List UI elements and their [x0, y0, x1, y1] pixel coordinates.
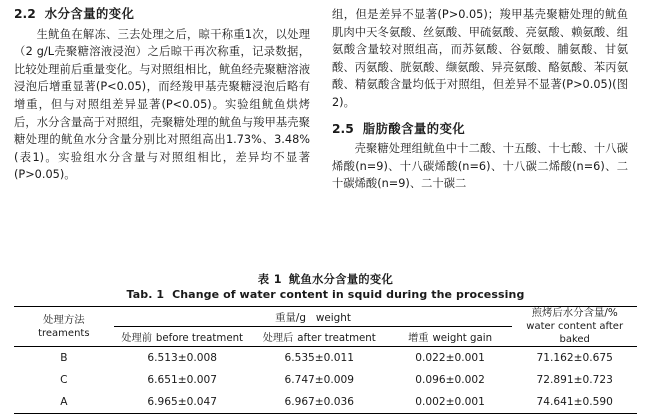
- header-weight-gain: [388, 327, 513, 347]
- cell-water: 71.162±0.675: [512, 347, 637, 370]
- cell-before: 6.965±0.047: [114, 391, 251, 414]
- cell-gain: 0.022±0.001: [388, 347, 513, 370]
- header-weight-group: [114, 307, 513, 327]
- section-number: 2.2: [14, 7, 36, 21]
- left-column: [14, 6, 310, 258]
- cell-before: 6.513±0.008: [114, 347, 251, 370]
- header-weight-en: weight: [315, 312, 351, 324]
- table-block: [14, 271, 637, 414]
- section-title: 脂肪酸含量的变化: [362, 121, 466, 136]
- header-after-cn: 处理后: [262, 333, 294, 344]
- cell-treatment: A: [14, 391, 114, 414]
- header-weight-cn: 重量/g: [275, 312, 306, 324]
- table-row: [14, 347, 637, 370]
- header-before-treatment: [114, 327, 251, 347]
- paragraph-fatty-acid: 壳聚糖处理组鱿鱼中十二酸、十五酸、十七酸、十八碳烯酸(n=9)、十八碳烯酸(n=6)、十八碳二烯酸(n=6)、二十碳烯酸(n=9)、二十碳二: [332, 142, 628, 191]
- table-number-cn: 表 1: [257, 273, 282, 286]
- cell-water: 74.641±0.590: [512, 391, 637, 414]
- cell-before: 6.651±0.007: [147, 374, 217, 386]
- cell-after: 6.747±0.009: [284, 374, 355, 386]
- table-caption-english: [14, 288, 637, 301]
- cell-water: 72.891±0.723: [536, 374, 613, 386]
- header-treatment-cn: 处理方法: [43, 313, 85, 326]
- section-heading-2-5: [332, 121, 628, 139]
- header-gain-en: weight gain: [432, 333, 493, 344]
- header-water-en: water content after baked: [526, 321, 624, 345]
- two-column-body: [14, 6, 637, 258]
- cell-after: 6.535±0.011: [251, 347, 388, 370]
- header-after-en: after treatment: [297, 333, 376, 344]
- section-title: 水分含量的变化: [44, 7, 135, 21]
- table-body: [14, 347, 637, 414]
- table-title-en: Change of water content in squid during the processing: [172, 288, 525, 301]
- paragraph-amino-acid-continued: 组，但是差异不显著(P>0.05)；羧甲基壳聚糖处理的鱿鱼肌肉中天冬氨酸、丝氨酸、甲硫氨酸、亮氨酸、赖氨酸、组氨酸含量较对照组高，而苏氨酸、谷氨酸、脯氨酸、甘氨酸、丙氨酸、胱氨酸、缬氨酸、异亮氨酸、酪氨酸、苯丙氨酸、精氨酸含量均低于对照组，但差异不显著(P>0.05)(图2)。: [332, 8, 628, 109]
- cell-treatment: B: [14, 347, 114, 370]
- right-column: [332, 6, 628, 258]
- header-gain-cn: 增重: [408, 333, 429, 344]
- header-before-cn: 处理前: [121, 333, 152, 344]
- header-treatment: [14, 307, 114, 347]
- column-spacer: [332, 112, 628, 121]
- cell-gain: 0.002±0.001: [388, 391, 513, 414]
- cell-gain: 0.096±0.002: [415, 374, 485, 386]
- section-heading-2-2: [14, 6, 310, 24]
- header-water-content: [512, 307, 637, 347]
- header-water-cn: 煎烤后水分含量/%: [531, 307, 618, 319]
- cell-after: 6.967±0.036: [251, 391, 388, 414]
- table-row: [14, 391, 637, 414]
- paragraph-water-content: 生鱿鱼在解冻、三去处理之后，晾干称重1次，以处理（2 g/L壳聚糖溶液浸泡）之后晾干再次称重，记录数据，比较处理前后重量变化。与对照组相比，鱿鱼经壳聚糖溶液浸泡后增重显著(P<0.05)，而经羧甲基壳聚糖浸泡后略有增重，但与对照组差异显著(P<0.05)。实验组鱿鱼烘烤后，水分含量高于对照组，壳聚糖处理的鱿鱼与羧甲基壳聚糖处理的鱿鱼水分含量分别比对照组高出1.73%、3.48%(表1)。实验组水分含量与对照组相比，差异均不显著(P>0.05)。: [14, 27, 310, 182]
- table-caption-chinese: [14, 271, 637, 287]
- cell-treatment: C: [60, 374, 68, 386]
- section-number: 2.5: [332, 121, 354, 136]
- header-before-en: before treatment: [155, 333, 244, 344]
- table-title-cn: 鱿鱼水分含量的变化: [288, 273, 394, 286]
- water-content-table: [14, 306, 637, 414]
- table-row: [14, 369, 637, 391]
- table-number-en: Tab. 1: [126, 288, 165, 301]
- header-after-treatment: [251, 327, 388, 347]
- table-header-row-1: [14, 307, 637, 327]
- header-treatment-en: treaments: [38, 327, 90, 339]
